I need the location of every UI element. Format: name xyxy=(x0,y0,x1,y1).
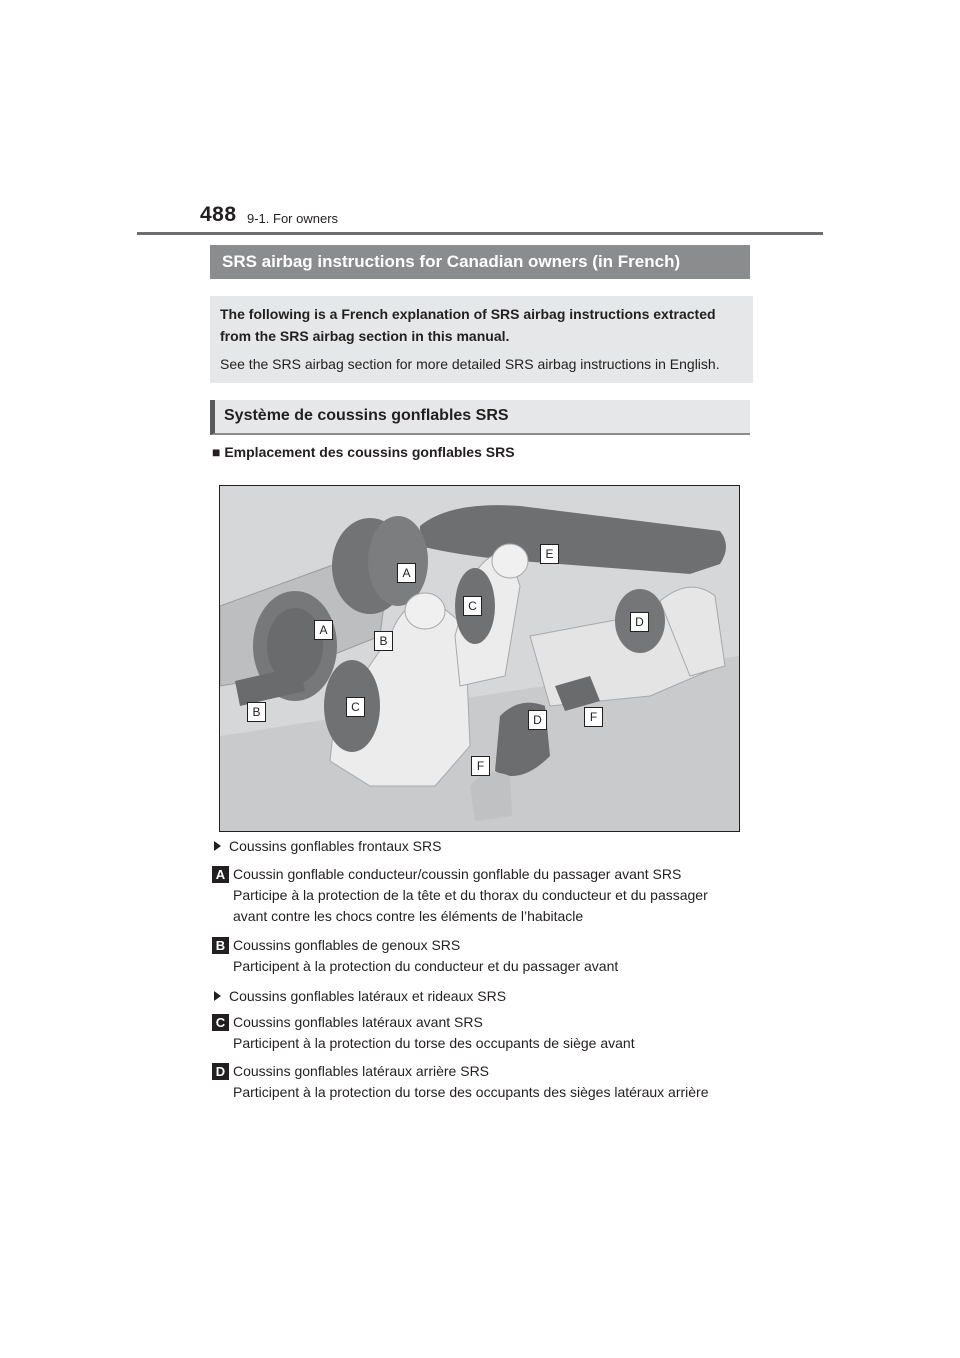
item-a-title: Coussin gonflable conducteur/coussin gonflable du passager avant SRS xyxy=(233,866,682,882)
item-d-desc: Participent à la protection du torse des occupants des sièges latéraux arrière xyxy=(233,1084,709,1100)
item-badge-c: C xyxy=(212,1014,229,1031)
airbag-illustration xyxy=(219,485,740,832)
group-heading-side-curtain-text: Coussins gonflables latéraux et rideaux SRS xyxy=(229,988,507,1004)
figure-label-b: B xyxy=(247,702,266,722)
figure-label-b: B xyxy=(374,631,393,651)
item-c-title: Coussins gonflables latéraux avant SRS xyxy=(233,1014,483,1030)
item-badge-b: B xyxy=(212,937,229,954)
item-a-desc-2: avant contre les chocs contre les éléments de l’habitacle xyxy=(233,908,584,924)
figure-label-a: A xyxy=(314,620,333,640)
info-line-2: from the SRS airbag section in this manual. xyxy=(220,328,510,344)
car-interior-drawing xyxy=(220,486,739,831)
item-badge-a: A xyxy=(212,866,229,883)
info-box xyxy=(210,296,753,383)
info-line-3: See the SRS airbag section for more detailed SRS airbag instructions in English. xyxy=(220,356,720,372)
header-rule xyxy=(137,232,823,235)
figure-label-f: F xyxy=(471,756,490,776)
figure-label-e: E xyxy=(540,544,559,564)
figure-label-d: D xyxy=(528,710,547,730)
figure-label-c: C xyxy=(346,697,365,717)
arrow-bullet-icon xyxy=(214,991,221,1001)
group-heading-frontal xyxy=(214,836,441,857)
item-b-title: Coussins gonflables de genoux SRS xyxy=(233,937,461,953)
title-bar: SRS airbag instructions for Canadian owners (in French) xyxy=(210,245,750,279)
info-line-1: The following is a French explanation of SRS airbag instructions extracted xyxy=(220,306,716,322)
arrow-bullet-icon xyxy=(214,841,221,851)
figure-label-f: F xyxy=(584,707,603,727)
subheading: Système de coussins gonflables SRS xyxy=(210,400,750,435)
group-heading-frontal-text: Coussins gonflables frontaux SRS xyxy=(229,838,442,854)
item-a-desc-1: Participe à la protection de la tête et du thorax du conducteur et du passager xyxy=(233,887,708,903)
item-d-title: Coussins gonflables latéraux arrière SRS xyxy=(233,1063,490,1079)
page-number: 488 xyxy=(200,203,237,226)
group-heading-side-curtain xyxy=(214,986,506,1007)
section-title: 9-1. For owners xyxy=(247,211,339,226)
figure-label-c: C xyxy=(463,596,482,616)
item-badge-d: D xyxy=(212,1063,229,1080)
figure-label-d: D xyxy=(630,612,649,632)
item-b-desc: Participent à la protection du conducteur et du passager avant xyxy=(233,958,619,974)
item-c-desc: Participent à la protection du torse des occupants de siège avant xyxy=(233,1035,635,1051)
bullet-heading: ■ Emplacement des coussins gonflables SRS xyxy=(212,444,515,460)
figure-label-a: A xyxy=(397,563,416,583)
